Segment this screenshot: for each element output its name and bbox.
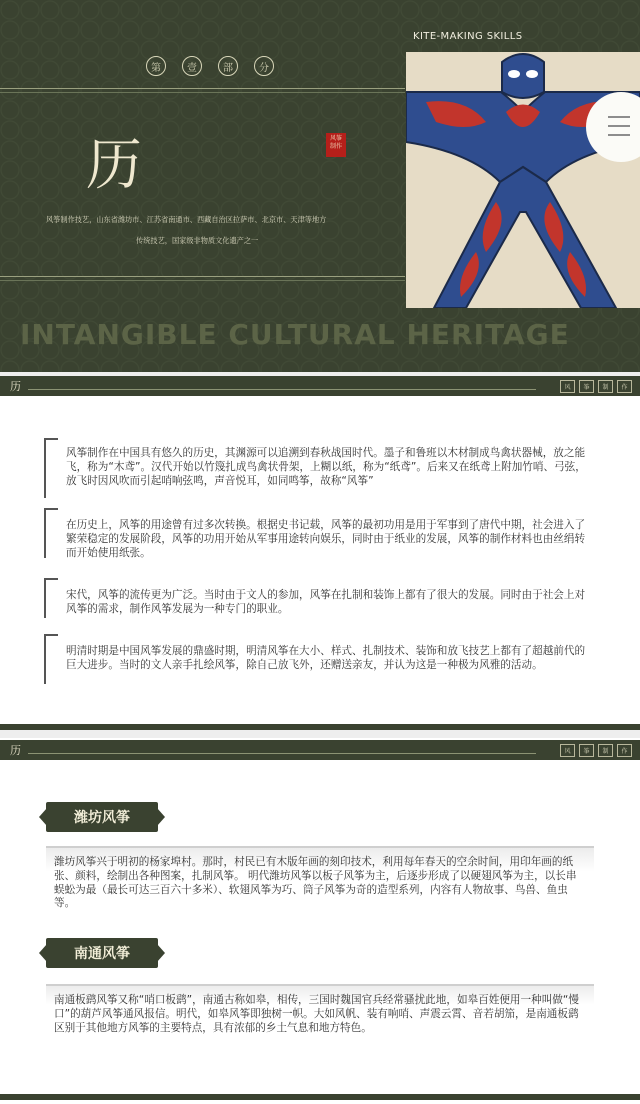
header-tag: 风 bbox=[560, 744, 575, 757]
header-tag: 作 bbox=[617, 380, 632, 393]
section-banner-weifang: 潍坊风筝 bbox=[46, 802, 158, 832]
section-text-nantong: 南通板鹞风筝又称“哨口板鹞”，南通古称如皋，相传，三国时魏国官兵经常骚扰此地，如皋百姓便用一种叫做“慢口”的葫芦风筝通风报信。明代，如皋风筝即独树一帜。大如风帆、装有响哨、声震云霄、音若胡笳，是南通板鹞区别于其他地方风筝的主要特点，具有浓郁的乡土气息和地方特色。 bbox=[46, 984, 594, 1048]
header-title: 历 bbox=[10, 744, 21, 757]
swallow-kite-image bbox=[406, 52, 640, 308]
history-paragraph: 宋代，风筝的流传更为广泛。当时由于文人的参加，风筝在扎制和装饰上都有了很大的发展。同时由于社会上对风筝的需求，制作风筝发展为一种专门的职业。 bbox=[66, 589, 586, 615]
red-seal-stamp: 风筝 制作 bbox=[326, 133, 346, 157]
section-char: 部 bbox=[218, 56, 238, 76]
header-tag: 筝 bbox=[579, 380, 594, 393]
cover-description-line: 风筝制作技艺，山东省潍坊市、江苏省南通市、西藏自治区拉萨市、北京市、天津等地方 bbox=[46, 215, 327, 224]
menu-icon-bar bbox=[608, 134, 630, 136]
header-tag: 风 bbox=[560, 380, 575, 393]
slide-header bbox=[0, 376, 640, 396]
divider-line bbox=[0, 92, 405, 93]
section-number-circles bbox=[146, 56, 274, 76]
divider-line bbox=[0, 280, 405, 281]
section-char: 第 bbox=[146, 56, 166, 76]
section-char: 壹 bbox=[182, 56, 202, 76]
section-banner-nantong: 南通风筝 bbox=[46, 938, 158, 968]
history-paragraph: 在历史上，风筝的用途曾有过多次转换。根据史书记载，风筝的最初功用是用于军事到了唐代中期，社会进入了繁荣稳定的发展阶段，风筝的功用开始从军事用途转向娱乐，同时由于纸业的发展，风筝的制作材料也由丝绢转而开始使用纸张。 bbox=[66, 519, 586, 559]
divider-line bbox=[0, 276, 405, 277]
header-title: 历 bbox=[10, 380, 21, 393]
bracket-ornament bbox=[44, 508, 58, 558]
history-paragraph: 明清时期是中国风筝发展的鼎盛时期，明清风筝在大小、样式、扎制技术、装饰和放飞技艺上都有了超越前代的巨大进步。当时的文人亲手扎绘风筝，除自己放飞外，还赠送亲友，并认为这是一种极为风雅的活动。 bbox=[66, 645, 586, 671]
header-line bbox=[28, 753, 536, 754]
header-tag: 作 bbox=[617, 744, 632, 757]
cover-title-char: 历 bbox=[86, 133, 142, 198]
header-tag: 筝 bbox=[579, 744, 594, 757]
slide-header bbox=[0, 740, 640, 760]
bracket-ornament bbox=[44, 634, 58, 684]
slide-footer bbox=[0, 1094, 640, 1100]
kite-illustration bbox=[406, 52, 640, 308]
english-watermark: INTANGIBLE CULTURAL HERITAGE bbox=[20, 318, 570, 351]
cover-description-line: 传统技艺，国家级非物质文化遗产之一 bbox=[136, 236, 259, 245]
cover-slide bbox=[0, 0, 640, 372]
header-tags bbox=[560, 380, 632, 393]
section-text-weifang: 潍坊风筝兴于明初的杨家埠村。那时，村民已有木版年画的刻印技术，利用每年春天的空余时间，用印年画的纸张、颜料，绘制出各种图案，扎制风筝。 明代潍坊风筝以板子风筝为主，后逐步形成了以硬翅风筝为主，以长串蜈蚣为最（最长可达三百六十多米）、软翅风筝为巧、筒子风筝为奇的造型系列，内容有人物故事、鸟兽、鱼虫等。 bbox=[46, 846, 594, 926]
divider-line bbox=[0, 88, 405, 89]
header-tag: 制 bbox=[598, 744, 613, 757]
kite-label: KITE-MAKING SKILLS bbox=[413, 31, 523, 42]
header-line bbox=[28, 389, 536, 390]
history-paragraph: 风筝制作在中国具有悠久的历史，其渊源可以追溯到春秋战国时代。墨子和鲁班以木材制成鸟禽状器械，放之能飞，称为“木鸢”。汉代开始以竹篾扎成鸟禽状骨架，上糊以纸，称为“纸鸢”。后来又在纸鸢上附加竹哨、弓弦，放飞时因风吹而引起哨响弦鸣，声音悦耳，如同鸣筝，故称“风筝” bbox=[66, 447, 586, 487]
bracket-ornament bbox=[44, 438, 58, 498]
menu-icon-bar bbox=[608, 125, 630, 127]
slide-gap bbox=[0, 730, 640, 738]
header-tag: 制 bbox=[598, 380, 613, 393]
bracket-ornament bbox=[44, 578, 58, 618]
menu-icon-bar bbox=[608, 116, 630, 118]
header-tags bbox=[560, 744, 632, 757]
section-char: 分 bbox=[254, 56, 274, 76]
